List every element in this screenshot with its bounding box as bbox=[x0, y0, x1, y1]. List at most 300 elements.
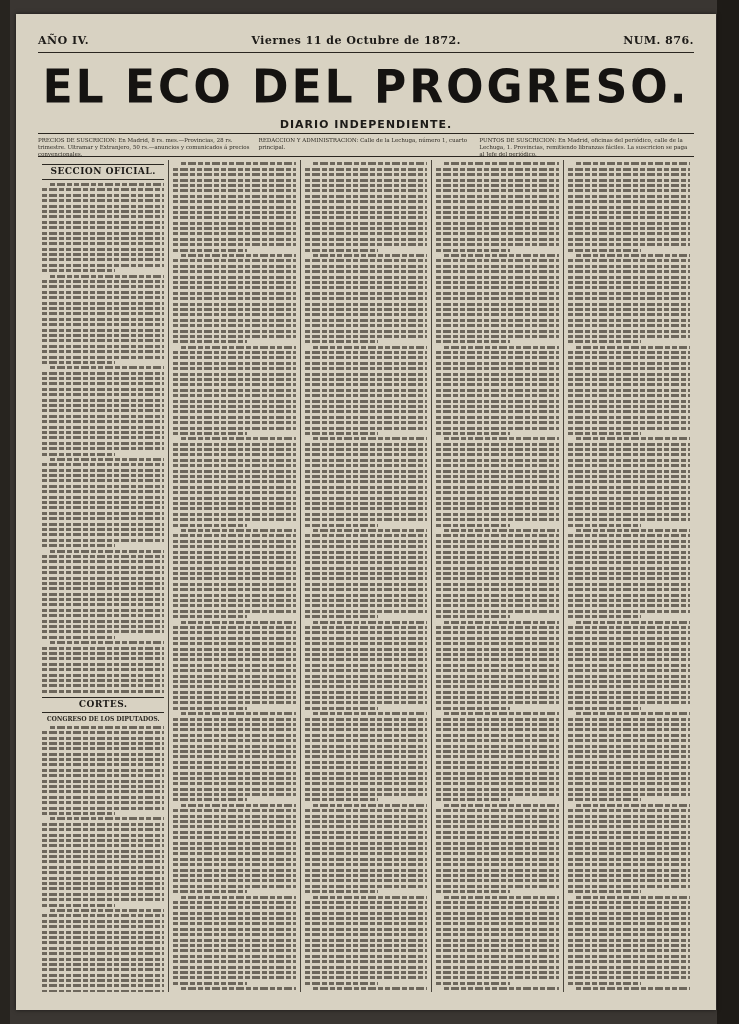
text-line bbox=[436, 739, 558, 742]
text-line bbox=[173, 524, 246, 527]
text-line bbox=[568, 675, 690, 678]
text-line bbox=[173, 405, 295, 408]
text-line bbox=[436, 470, 558, 473]
text-line bbox=[173, 858, 295, 861]
text-line bbox=[42, 436, 164, 439]
text-line bbox=[173, 772, 295, 775]
text-line bbox=[173, 313, 295, 316]
text-line bbox=[568, 949, 690, 952]
text-line bbox=[436, 491, 558, 494]
text-line bbox=[305, 874, 427, 877]
text-line bbox=[305, 303, 427, 306]
text-line bbox=[305, 356, 427, 359]
text-line bbox=[436, 879, 558, 882]
text-line bbox=[173, 222, 295, 225]
text-line bbox=[568, 195, 690, 198]
text-line bbox=[42, 679, 164, 682]
text-line bbox=[568, 249, 641, 252]
text-line bbox=[436, 200, 558, 203]
text-line bbox=[173, 906, 295, 909]
text-line bbox=[42, 690, 164, 693]
text-line bbox=[568, 292, 690, 295]
masthead-rule bbox=[38, 133, 694, 134]
text-line bbox=[305, 453, 427, 456]
text-line bbox=[305, 669, 427, 672]
text-line bbox=[436, 685, 558, 688]
text-line bbox=[42, 318, 164, 321]
text-line bbox=[173, 610, 295, 613]
text-line bbox=[436, 216, 558, 219]
text-line bbox=[436, 750, 558, 753]
text-line bbox=[42, 737, 164, 740]
text-line bbox=[568, 206, 690, 209]
text-line bbox=[173, 631, 295, 634]
text-line bbox=[436, 793, 558, 796]
text-line bbox=[305, 308, 427, 311]
congreso-subheading: CONGRESO DE LOS DIPUTADOS. bbox=[46, 715, 160, 723]
text-line bbox=[436, 766, 558, 769]
text-line bbox=[173, 944, 295, 947]
text-line bbox=[42, 420, 164, 423]
masthead-title: EL ECO DEL PROGRESO. bbox=[42, 60, 690, 115]
text-line bbox=[305, 809, 427, 812]
text-line bbox=[173, 351, 295, 354]
text-line bbox=[436, 189, 558, 192]
column-1 bbox=[38, 160, 168, 992]
text-line bbox=[42, 377, 164, 380]
text-line bbox=[436, 922, 558, 925]
text-line bbox=[42, 544, 115, 547]
text-line bbox=[305, 728, 427, 731]
text-line bbox=[305, 502, 427, 505]
text-line bbox=[576, 712, 690, 715]
text-line bbox=[436, 588, 558, 591]
text-line bbox=[568, 373, 690, 376]
text-line bbox=[42, 860, 164, 863]
text-line bbox=[305, 960, 427, 963]
text-line bbox=[173, 362, 295, 365]
text-line bbox=[42, 657, 164, 660]
text-line bbox=[568, 367, 690, 370]
text-line bbox=[568, 211, 690, 214]
text-line bbox=[305, 572, 427, 575]
text-line bbox=[42, 625, 164, 628]
text-line bbox=[568, 362, 690, 365]
text-line bbox=[568, 831, 690, 834]
text-line bbox=[436, 745, 558, 748]
text-line bbox=[173, 879, 295, 882]
text-line bbox=[436, 869, 558, 872]
text-line bbox=[173, 626, 295, 629]
text-line bbox=[305, 858, 427, 861]
text-line bbox=[173, 367, 295, 370]
text-line bbox=[173, 394, 295, 397]
text-line bbox=[305, 761, 427, 764]
text-line bbox=[436, 728, 558, 731]
text-line bbox=[436, 179, 558, 182]
text-line bbox=[436, 561, 558, 564]
text-line bbox=[173, 335, 295, 338]
text-line bbox=[568, 610, 690, 613]
text-line bbox=[305, 691, 427, 694]
text-line bbox=[436, 718, 558, 721]
text-line bbox=[173, 885, 295, 888]
text-line bbox=[568, 664, 690, 667]
text-line bbox=[436, 885, 558, 888]
text-line bbox=[568, 534, 690, 537]
text-line bbox=[305, 615, 378, 618]
text-line bbox=[305, 168, 427, 171]
text-line bbox=[42, 485, 164, 488]
text-line bbox=[42, 931, 164, 934]
text-line bbox=[436, 852, 558, 855]
text-line bbox=[436, 308, 558, 311]
text-line bbox=[173, 292, 295, 295]
text-line bbox=[436, 227, 558, 230]
text-line bbox=[436, 367, 558, 370]
text-line bbox=[568, 701, 690, 704]
text-line bbox=[181, 804, 295, 807]
text-line bbox=[568, 491, 690, 494]
text-line bbox=[436, 453, 558, 456]
text-line bbox=[436, 394, 558, 397]
text-line bbox=[305, 658, 427, 661]
section-official-heading: SECCION OFICIAL. bbox=[42, 164, 164, 180]
text-line bbox=[436, 809, 558, 812]
text-line bbox=[436, 421, 558, 424]
text-line bbox=[436, 410, 558, 413]
text-line bbox=[313, 437, 427, 440]
column-5 bbox=[563, 160, 694, 992]
text-line bbox=[305, 232, 427, 235]
text-line bbox=[568, 745, 690, 748]
text-line bbox=[568, 351, 690, 354]
text-line bbox=[42, 506, 164, 509]
text-line bbox=[42, 990, 164, 992]
text-line bbox=[436, 427, 558, 430]
text-line bbox=[568, 561, 690, 564]
text-line bbox=[436, 497, 558, 500]
text-line bbox=[305, 885, 427, 888]
text-line bbox=[305, 583, 427, 586]
text-line bbox=[173, 583, 295, 586]
text-line bbox=[42, 898, 164, 901]
text-line bbox=[305, 917, 427, 920]
text-line bbox=[305, 825, 427, 828]
text-line bbox=[436, 173, 558, 176]
text-line bbox=[181, 896, 295, 899]
text-line bbox=[42, 442, 164, 445]
text-line bbox=[181, 712, 295, 715]
text-line bbox=[42, 404, 164, 407]
text-line bbox=[305, 890, 378, 893]
text-line bbox=[568, 588, 690, 591]
text-line bbox=[173, 577, 295, 580]
text-line bbox=[42, 893, 164, 896]
text-line bbox=[568, 281, 690, 284]
text-line bbox=[305, 971, 427, 974]
text-line bbox=[568, 847, 690, 850]
text-line bbox=[50, 275, 164, 278]
text-line bbox=[436, 286, 558, 289]
text-line bbox=[42, 871, 164, 874]
text-line bbox=[568, 782, 690, 785]
text-line bbox=[313, 162, 427, 165]
text-line bbox=[173, 232, 295, 235]
text-line bbox=[568, 518, 690, 521]
text-line bbox=[42, 479, 164, 482]
text-line bbox=[173, 788, 295, 791]
text-line bbox=[568, 707, 641, 710]
text-line bbox=[42, 598, 164, 601]
text-line bbox=[436, 405, 558, 408]
text-line bbox=[42, 361, 115, 364]
text-line bbox=[305, 459, 427, 462]
text-line bbox=[436, 303, 558, 306]
text-line bbox=[568, 604, 690, 607]
text-line bbox=[436, 507, 558, 510]
text-line bbox=[568, 179, 690, 182]
text-line bbox=[173, 869, 295, 872]
text-line bbox=[576, 346, 690, 349]
text-line bbox=[173, 658, 295, 661]
text-line bbox=[436, 976, 558, 979]
text-line bbox=[568, 270, 690, 273]
text-line bbox=[173, 912, 295, 915]
text-line bbox=[173, 745, 295, 748]
text-line bbox=[173, 427, 295, 430]
text-line bbox=[305, 772, 427, 775]
text-line bbox=[173, 238, 295, 241]
text-line bbox=[568, 858, 690, 861]
text-line bbox=[42, 312, 164, 315]
text-line bbox=[436, 195, 558, 198]
text-line bbox=[42, 523, 164, 526]
text-line bbox=[173, 497, 295, 500]
text-line bbox=[305, 718, 427, 721]
text-line bbox=[568, 982, 641, 985]
text-line bbox=[50, 909, 164, 912]
text-line bbox=[436, 292, 558, 295]
text-line bbox=[568, 400, 690, 403]
text-line bbox=[42, 560, 164, 563]
text-line bbox=[568, 869, 690, 872]
text-line bbox=[436, 211, 558, 214]
text-line bbox=[173, 464, 295, 467]
text-line bbox=[173, 540, 295, 543]
text-line bbox=[50, 550, 164, 553]
text-line bbox=[173, 734, 295, 737]
text-line bbox=[305, 863, 427, 866]
text-line bbox=[568, 227, 690, 230]
text-line bbox=[42, 339, 164, 342]
text-line bbox=[173, 966, 295, 969]
text-line bbox=[42, 372, 164, 375]
text-line bbox=[436, 858, 558, 861]
text-line bbox=[436, 701, 558, 704]
text-line bbox=[576, 621, 690, 624]
text-line bbox=[313, 987, 427, 990]
text-line bbox=[42, 194, 164, 197]
text-line bbox=[305, 243, 427, 246]
text-line bbox=[173, 949, 295, 952]
text-line bbox=[576, 529, 690, 532]
text-line bbox=[305, 653, 427, 656]
text-line bbox=[42, 388, 164, 391]
text-line bbox=[173, 825, 295, 828]
text-line bbox=[436, 378, 558, 381]
text-line bbox=[436, 696, 558, 699]
text-line bbox=[568, 356, 690, 359]
text-line bbox=[173, 448, 295, 451]
text-line bbox=[436, 480, 558, 483]
text-line bbox=[50, 641, 164, 644]
text-line bbox=[576, 254, 690, 257]
text-line bbox=[173, 286, 295, 289]
column-text bbox=[173, 162, 295, 992]
text-line bbox=[436, 960, 558, 963]
text-line bbox=[305, 497, 427, 500]
text-line bbox=[436, 238, 558, 241]
text-line bbox=[173, 723, 295, 726]
text-line bbox=[568, 200, 690, 203]
text-line bbox=[568, 777, 690, 780]
text-line bbox=[305, 480, 427, 483]
text-line bbox=[173, 410, 295, 413]
text-line bbox=[568, 216, 690, 219]
text-line bbox=[305, 513, 427, 516]
text-line bbox=[444, 346, 558, 349]
text-line bbox=[42, 237, 164, 240]
text-line bbox=[42, 539, 164, 542]
text-line bbox=[305, 421, 427, 424]
text-line bbox=[42, 974, 164, 977]
text-line bbox=[568, 545, 690, 548]
text-line bbox=[42, 345, 164, 348]
text-line bbox=[173, 917, 295, 920]
text-line bbox=[305, 648, 427, 651]
text-line bbox=[42, 215, 164, 218]
text-line bbox=[436, 772, 558, 775]
text-line bbox=[305, 416, 427, 419]
text-line bbox=[42, 823, 164, 826]
text-line bbox=[568, 453, 690, 456]
text-line bbox=[305, 189, 427, 192]
text-line bbox=[444, 254, 558, 257]
text-line bbox=[305, 798, 378, 801]
text-line bbox=[568, 793, 690, 796]
text-line bbox=[576, 987, 690, 990]
text-line bbox=[42, 528, 164, 531]
text-line bbox=[42, 812, 115, 815]
text-line bbox=[305, 389, 427, 392]
text-line bbox=[305, 766, 427, 769]
text-line bbox=[305, 912, 427, 915]
text-line bbox=[42, 758, 164, 761]
text-line bbox=[42, 614, 164, 617]
text-line bbox=[568, 313, 690, 316]
text-line bbox=[173, 755, 295, 758]
text-line bbox=[173, 211, 295, 214]
text-line bbox=[568, 863, 690, 866]
text-line bbox=[436, 610, 558, 613]
text-line bbox=[568, 497, 690, 500]
text-line bbox=[173, 680, 295, 683]
text-line bbox=[444, 437, 558, 440]
text-line bbox=[568, 513, 690, 516]
text-line bbox=[436, 222, 558, 225]
text-line bbox=[436, 340, 509, 343]
text-line bbox=[42, 952, 164, 955]
text-line bbox=[305, 276, 427, 279]
text-line bbox=[305, 335, 427, 338]
text-line bbox=[173, 982, 246, 985]
text-line bbox=[568, 933, 690, 936]
text-line bbox=[305, 869, 427, 872]
text-line bbox=[42, 747, 164, 750]
text-line bbox=[436, 755, 558, 758]
text-line bbox=[42, 221, 164, 224]
text-line bbox=[568, 809, 690, 812]
text-line bbox=[305, 443, 427, 446]
text-line bbox=[305, 297, 427, 300]
text-line bbox=[568, 308, 690, 311]
text-line bbox=[305, 696, 427, 699]
text-line bbox=[305, 675, 427, 678]
text-line bbox=[173, 297, 295, 300]
text-line bbox=[576, 804, 690, 807]
text-line bbox=[173, 308, 295, 311]
text-line bbox=[173, 696, 295, 699]
text-line bbox=[173, 777, 295, 780]
text-line bbox=[305, 955, 427, 958]
text-line bbox=[568, 335, 690, 338]
text-line bbox=[305, 793, 427, 796]
points-info: PUNTOS DE SUSCRICION: En Madrid, oficinas del periódico, calle de la Lechuga, 1. Provincias, remitiendo libranzas fáciles. La suscricion se paga al Jefe del periódico. bbox=[479, 138, 688, 158]
text-line bbox=[42, 323, 164, 326]
text-line bbox=[305, 545, 427, 548]
text-line bbox=[42, 307, 164, 310]
text-line bbox=[305, 928, 427, 931]
page-binding bbox=[0, 0, 10, 1024]
text-line bbox=[305, 491, 427, 494]
text-line bbox=[173, 615, 246, 618]
column-text bbox=[305, 162, 427, 992]
info-rule bbox=[38, 156, 694, 157]
text-line bbox=[173, 513, 295, 516]
text-line bbox=[568, 265, 690, 268]
text-line bbox=[42, 285, 164, 288]
text-line bbox=[436, 265, 558, 268]
text-line bbox=[568, 567, 690, 570]
text-line bbox=[42, 280, 164, 283]
text-line bbox=[42, 248, 164, 251]
text-line bbox=[305, 906, 427, 909]
text-line bbox=[173, 928, 295, 931]
text-line bbox=[173, 685, 295, 688]
text-line bbox=[568, 507, 690, 510]
text-line bbox=[305, 507, 427, 510]
text-line bbox=[436, 631, 558, 634]
text-line bbox=[436, 836, 558, 839]
text-line bbox=[305, 567, 427, 570]
text-line bbox=[42, 684, 164, 687]
header-rule bbox=[38, 52, 694, 53]
text-line bbox=[568, 836, 690, 839]
text-line bbox=[173, 432, 246, 435]
text-line bbox=[568, 470, 690, 473]
prices-info: PRECIOS DE SUSCRICION: En Madrid, 8 rs. mes.—Provincias, 28 rs. trimestre. Ultramar y Extranjero, 50 rs.—anuncios y comunicados á precios convencionales. bbox=[38, 138, 250, 158]
